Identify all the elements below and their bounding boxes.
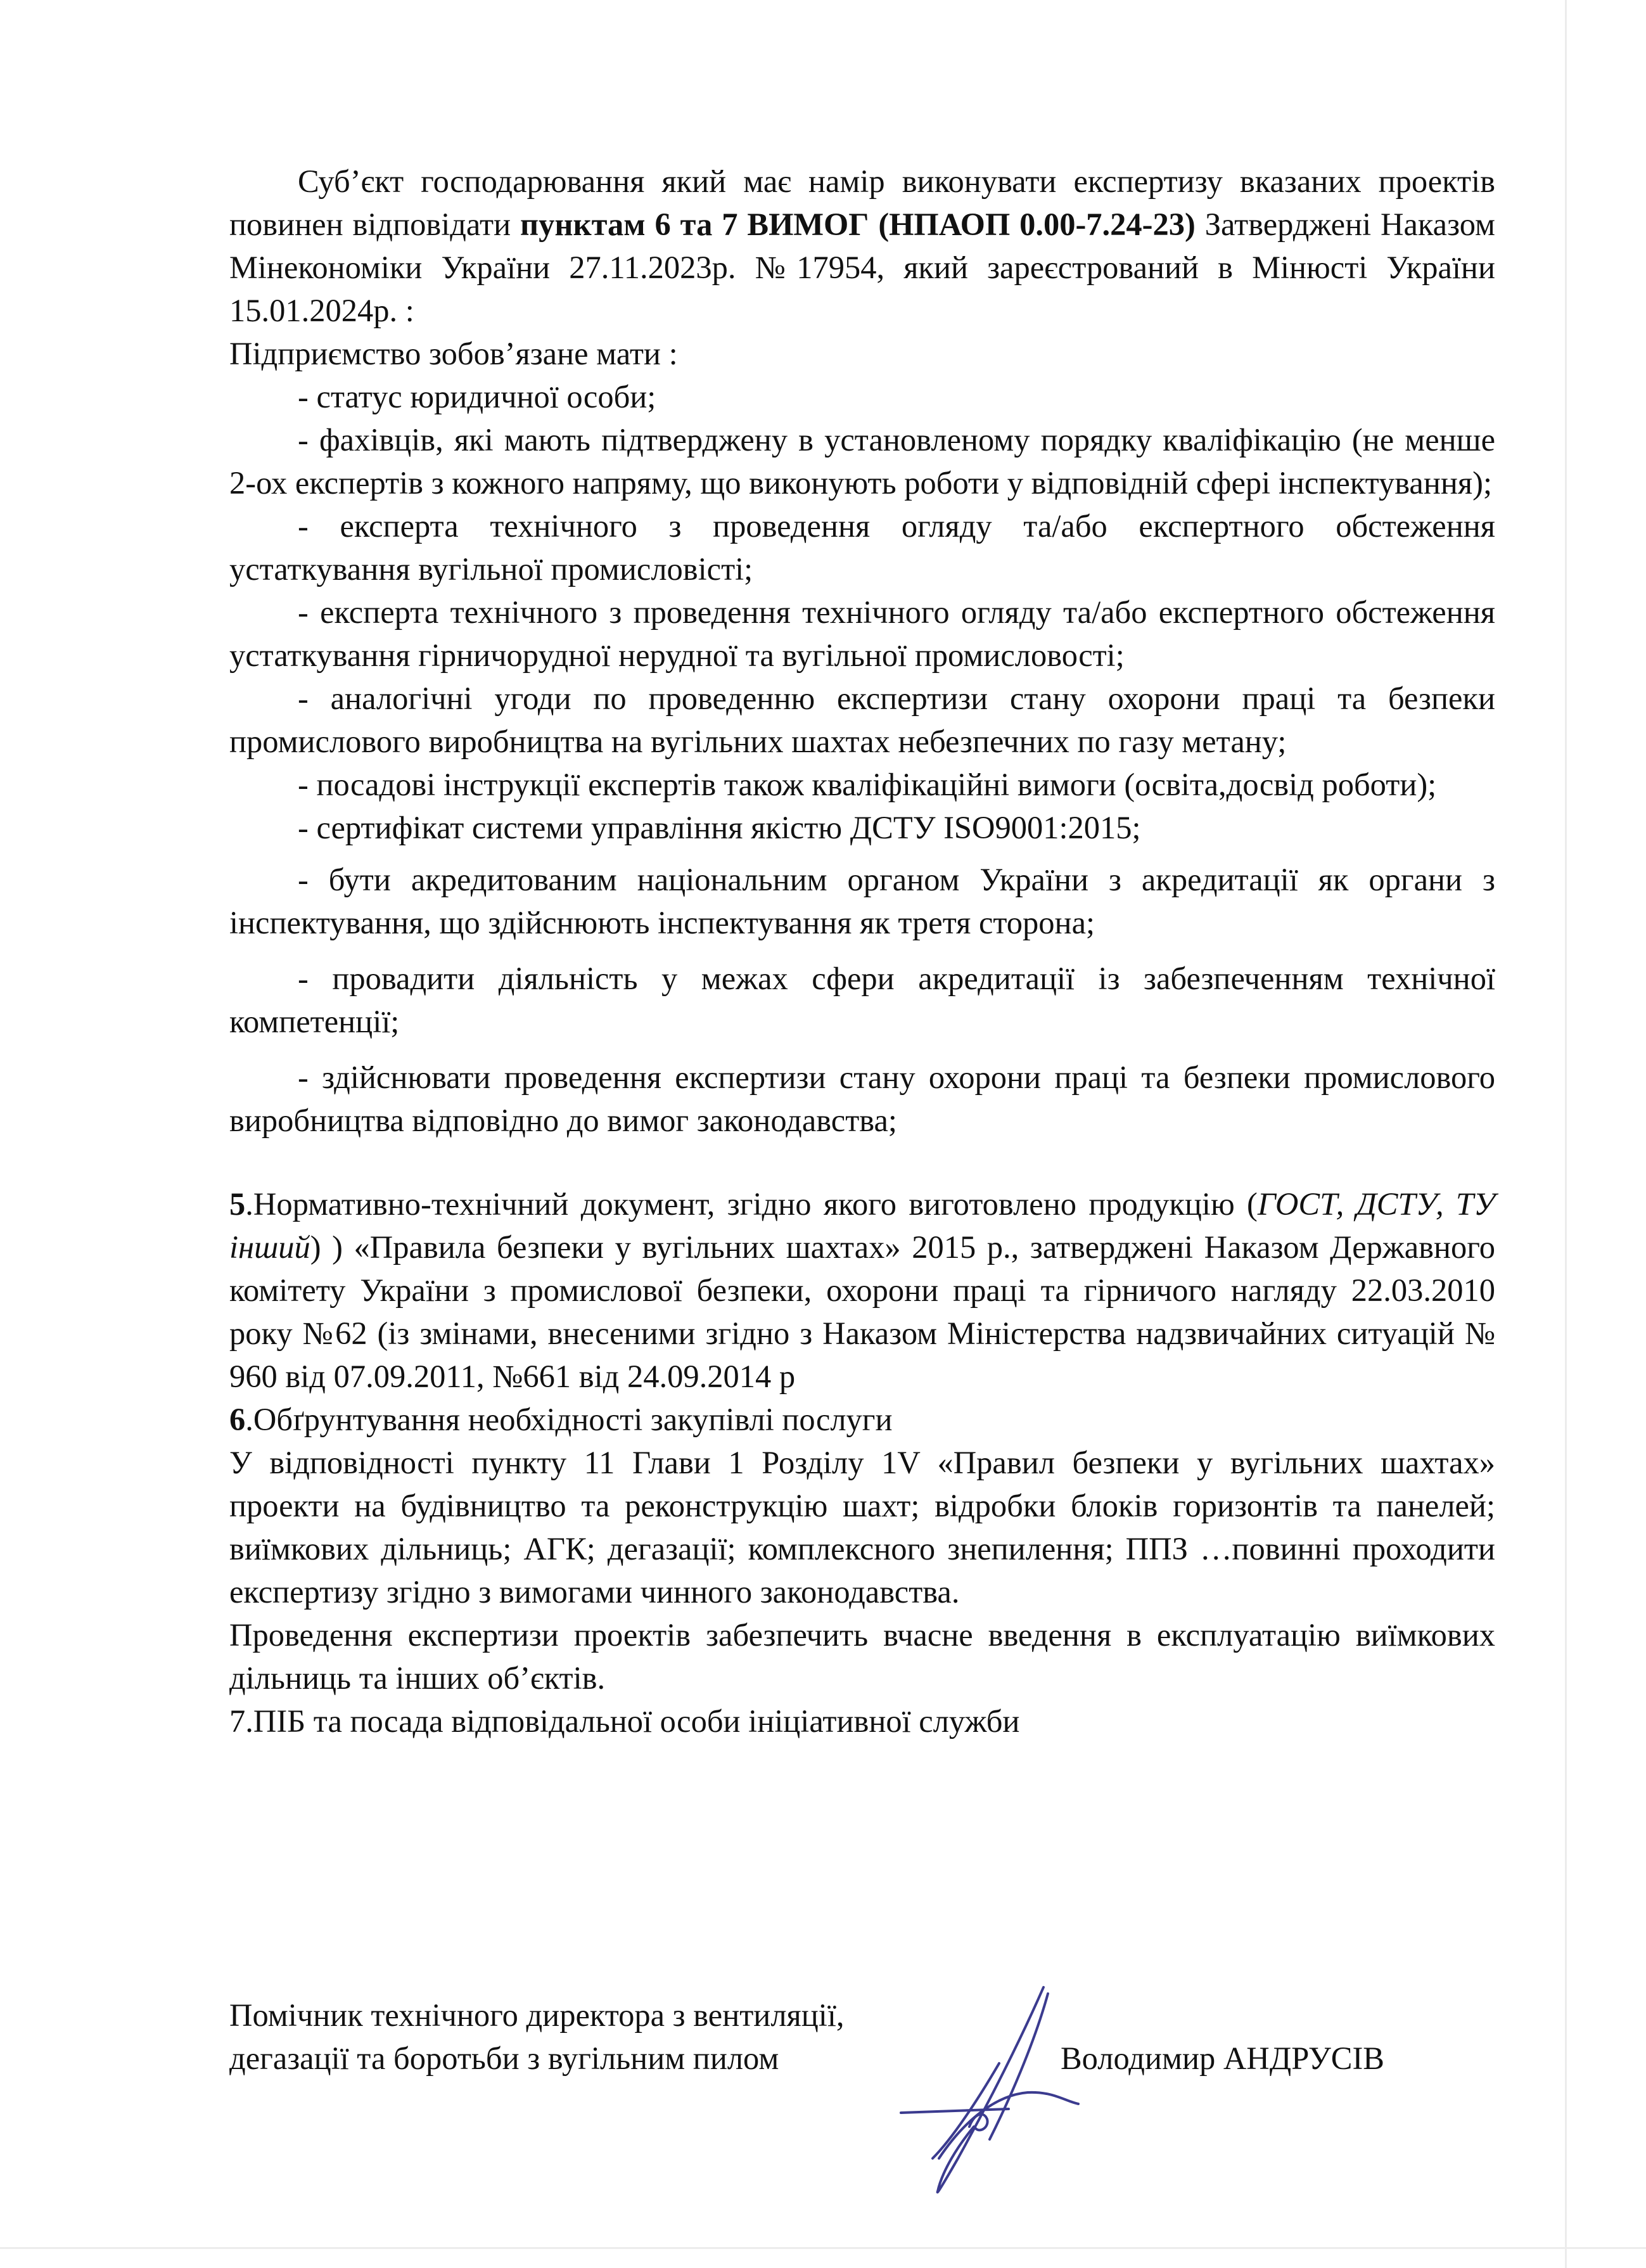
section-6-number: 6	[229, 1402, 246, 1437]
signatory-position	[229, 1994, 844, 2080]
signature-block	[229, 1994, 1496, 2196]
section-5-text: .Нормативно-технічний документ, згідно якого виготовлено продукцію (	[245, 1186, 1258, 1222]
page-edge	[0, 2247, 1646, 2249]
signatory-position-line: дегазації та боротьби з вугільним пилом	[229, 2041, 779, 2076]
requirement-item: - статус юридичної особи;	[298, 379, 656, 414]
requirement-item: - фахівців, які мають підтверджену в установленому порядку кваліфікацію (не менше 2-ох експертів з кожного напряму, що виконують роботи у відповідній сфері інспектування);	[229, 422, 1495, 501]
section-5-number: 5	[229, 1186, 246, 1222]
document-body	[229, 160, 1495, 1743]
intro-order-text: Затверджені Наказом Мінекономіки України 27.11.2023р. №17954, який зареєстрований в Мінюсті України 15.01.2024р. :	[229, 207, 1495, 328]
requirement-item: - провадити діяльність у межах сфери акредитації із забезпеченням технічної компетенції;	[229, 961, 1495, 1039]
intro-requirements-reference: пунктам 6 та 7 ВИМОГ (НПАОП 0.00-7.24-23)	[520, 207, 1196, 242]
intro-text: Суб’єкт господарювання який має намір виконувати експертизу вказаних проектів повинен відповідати	[229, 163, 1495, 242]
requirement-item: - посадові інструкції експертів також кваліфікаційні вимоги (освіта,досвід роботи);	[298, 767, 1437, 802]
intro-paragraph	[229, 160, 1495, 332]
section-5-doc-types: ГОСТ, ДСТУ, ТУ інший	[229, 1186, 1495, 1265]
section-6-title: .Обґрунтування необхідності закупівлі послуги	[245, 1402, 893, 1437]
section-5	[229, 1182, 1495, 1398]
section-7-heading: 7.ПІБ та посада відповідальної особи ініціативної служби	[229, 1703, 1020, 1739]
section-6-outcome: Проведення експертизи проектів забезпечить вчасне введення в експлуатацію виїмкових дільниць та інших об’єктів.	[229, 1617, 1495, 1696]
requirement-item: - аналогічні угоди по проведенню експертизи стану охорони праці та безпеки промислового виробництва на вугільних шахтах небезпечних по газу метану;	[229, 681, 1495, 759]
section-6-heading	[229, 1398, 1495, 1441]
requirement-item: - сертифікат системи управління якістю ДСТУ ISO9001:2015;	[298, 810, 1141, 845]
requirement-item: - здійснювати проведення експертизи стану охорони праці та безпеки промислового виробництва відповідно до вимог законодавства;	[229, 1060, 1495, 1138]
section-6-justification: У відповідності пункту 11 Глави 1 Розділу 1V «Правил безпеки у вугільних шахтах» проекти на будівництво та реконструкцію шахт; відробки блоків горизонтів та панелей; виїмкових дільниць; АГК; дегазації; комплексного знепилення; ППЗ …повинні проходити експертизу згідно з вимогами чинного законодавства.	[229, 1445, 1495, 1610]
requirement-item: - експерта технічного з проведення технічного огляду та/або експертного обстеження устаткування гірничорудної нерудної та вугільної промисловості;	[229, 594, 1495, 673]
section-5-rules-text: ) ) «Правила безпеки у вугільних шахтах» 2015 р., затверджені Наказом Державного комітету України з промислової безпеки, охорони праці та гірничого нагляду 22.03.2010 року №62 (із змінами, внесеними згідно з Наказом Міністерства надзвичайних ситуацій № 960 від 07.09.2011, №661 від 24.09.2014 р	[229, 1229, 1495, 1394]
requirement-item: - бути акредитованим національним органом України з акредитації як органи з інспектування, що здійснюють інспектування як третя сторона;	[229, 862, 1495, 940]
signatory-name: Володимир АНДРУСІВ	[1061, 2041, 1384, 2076]
obligation-heading: Підприємство зобов’язане мати :	[229, 336, 678, 371]
handwritten-signature	[863, 1968, 1129, 2222]
requirement-item: - експерта технічного з проведення огляду та/або експертного обстеження устаткування вугільної промисловісті;	[229, 508, 1495, 587]
signatory-position-line: Помічник технічного директора з вентиляції,	[229, 1997, 845, 2033]
page-edge	[1565, 0, 1567, 2268]
